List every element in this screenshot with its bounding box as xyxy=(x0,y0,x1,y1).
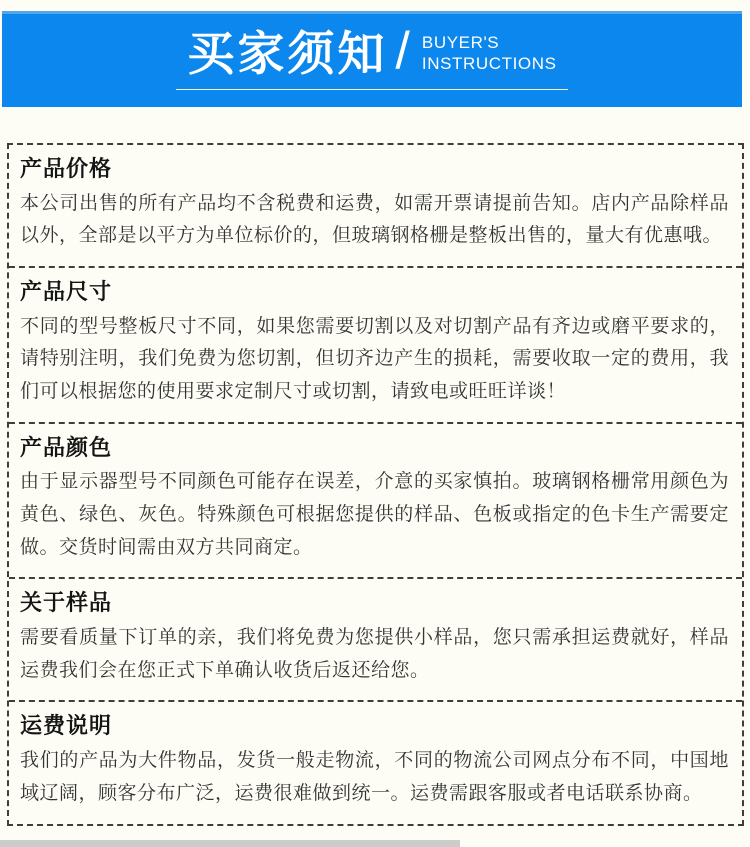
section-shipping-notes-body: 我们的产品为大件物品，发货一般走物流，不同的物流公司网点分布不同，中国地域辽阔，顾客分布广泛，运费很难做到统一。运费需跟客服或者电话联系协商。 xyxy=(20,750,729,804)
banner-title-row xyxy=(2,14,742,79)
section-product-size-heading: 产品尺寸 xyxy=(20,279,113,305)
notice-box xyxy=(7,143,744,826)
banner-subtitle-line1: BUYER'S xyxy=(421,32,500,52)
section-shipping-notes xyxy=(9,702,742,823)
banner-slash-divider: / xyxy=(395,22,410,80)
section-about-samples-body: 需要看质量下订单的亲，我们将免费为您提供小样品，您只需承担运费就好，样品运费我们会在您正式下单确认收货后返还给您。 xyxy=(20,627,729,681)
section-product-price-heading: 产品价格 xyxy=(20,156,113,181)
section-product-size-body: 不同的型号整板尺寸不同，如果您需要切割以及对切割产品有齐边或磨平要求的，请特别注明，我们免费为您切割，但切齐边产生的损耗，需要收取一定的费用，我们可以根据您的使用要求定制尺寸或切割，请致电或旺旺详谈！ xyxy=(20,315,729,403)
section-product-color xyxy=(9,424,742,580)
section-about-samples xyxy=(9,579,742,702)
section-product-color-heading: 产品颜色 xyxy=(20,434,113,460)
banner-subtitle-en xyxy=(422,32,557,75)
bottom-gray-strip xyxy=(0,840,460,847)
section-shipping-notes-heading: 运费说明 xyxy=(20,713,113,739)
section-product-price-body: 本公司出售的所有产品均不含税费和运费，如需开票请提前告知。店内产品除样品以外，全部是以平方为单位标价的，但玻璃钢格栅是整板出售的，量大有优惠哦。 xyxy=(20,192,729,247)
banner-underline xyxy=(176,89,568,90)
section-product-price xyxy=(9,145,742,268)
banner-title-cn: 买家须知 xyxy=(187,26,388,80)
section-about-samples-heading: 关于样品 xyxy=(20,590,113,616)
section-product-color-body: 由于显示器型号不同颜色可能存在误差，介意的买家慎拍。玻璃钢格栅常用颜色为黄色、绿色、灰色。特殊颜色可根据您提供的样品、色板或指定的色卡生产需要定做。交货时间需由双方共同商定。 xyxy=(20,471,729,558)
section-product-size xyxy=(9,268,742,424)
banner xyxy=(2,11,742,107)
banner-subtitle-line2: INSTRUCTIONS xyxy=(421,54,557,73)
